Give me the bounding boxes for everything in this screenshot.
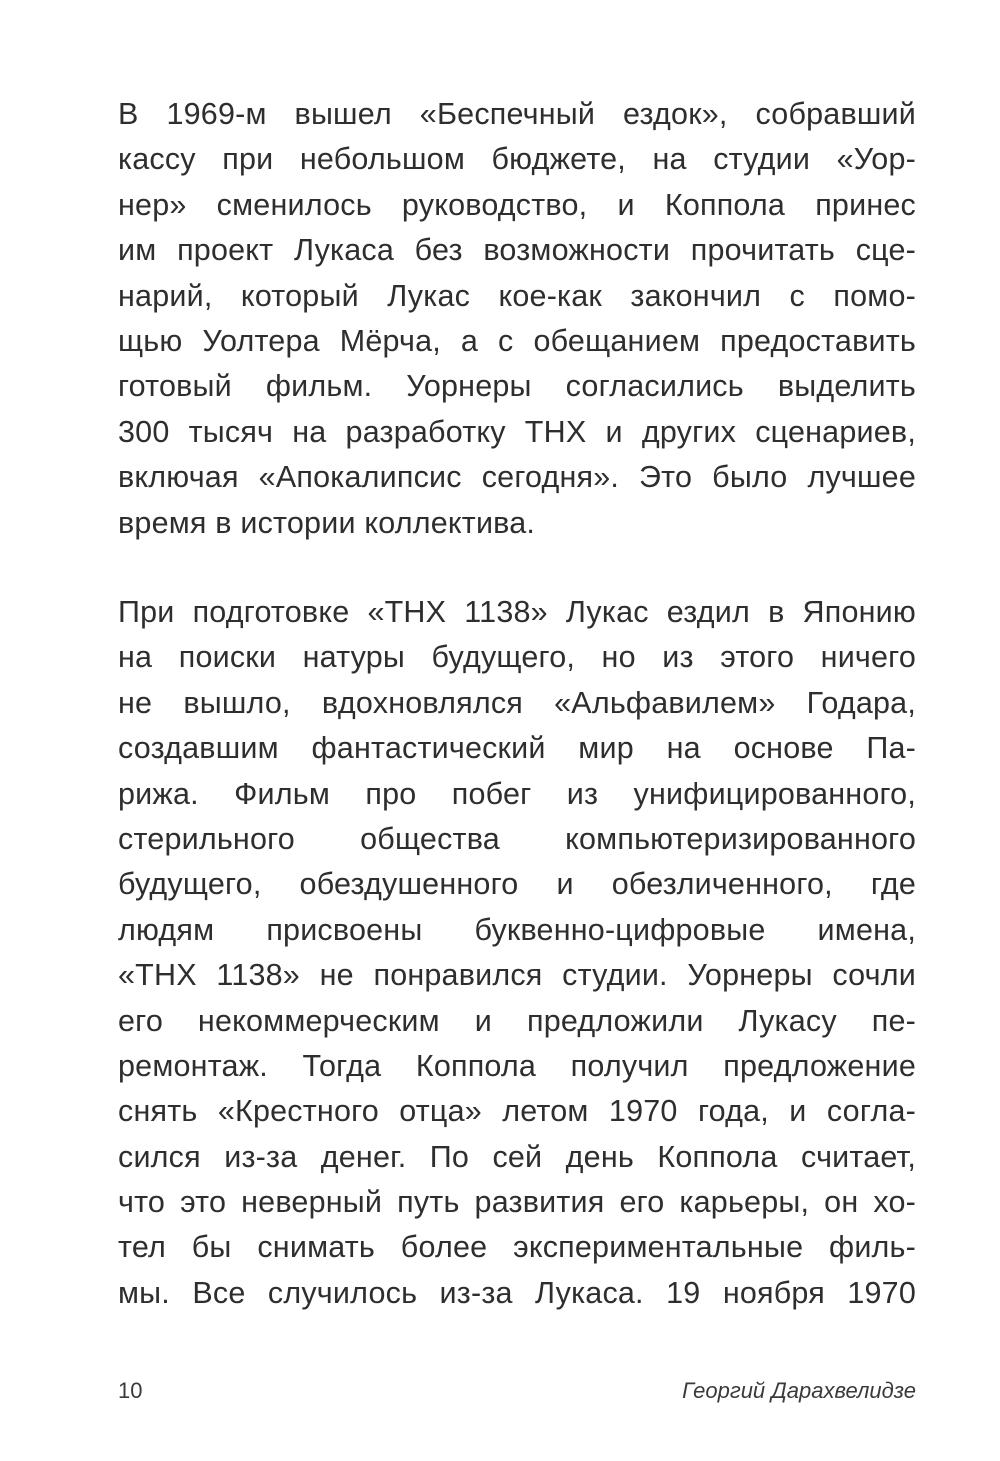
text-line: им проект Лукаса без возможности прочитать сце- xyxy=(118,233,916,268)
text-line: снять «Крестного отца» летом 1970 года, и согла- xyxy=(118,1094,916,1129)
text-line: ремонтаж. Тогда Коппола получил предложение xyxy=(118,1048,916,1083)
paragraph-1 xyxy=(118,92,916,546)
text-line: его некоммерческим и предложили Лукасу пе- xyxy=(118,1003,916,1038)
text-line: будущего, обездушенного и обезличенного, где xyxy=(118,867,916,902)
text-line: людям присвоены буквенно-цифровые имена, xyxy=(118,912,916,947)
page-number: 10 xyxy=(118,1378,143,1403)
text-line: включая «Апокалипсис сегодня». Это было лучшее xyxy=(118,460,916,495)
text-line: В 1969-м вышел «Беспечный ездок», собравший xyxy=(118,97,916,131)
text-line: При подготовке «ТНХ 1138» Лукас ездил в Японию xyxy=(118,595,916,629)
text-line: время в истории коллектива. xyxy=(118,505,536,540)
text-line: 300 тысяч на разработку ТНХ и других сценариев, xyxy=(118,414,916,449)
text-line: что это неверный путь развития его карьеры, он хо- xyxy=(118,1185,916,1220)
page-footer xyxy=(118,1378,916,1408)
text-line: готовый фильм. Уорнеры согласились выделить xyxy=(118,369,916,404)
text-line: щью Уолтера Мёрча, а с обещанием предоставить xyxy=(118,323,916,358)
author-name: Георгий Дарахвелидзе xyxy=(682,1378,916,1403)
text-line: создавшим фантастический мир на основе Па- xyxy=(118,731,916,766)
text-line: сился из-за денег. По сей день Коппола считает, xyxy=(118,1139,916,1174)
text-line: не вышло, вдохновлялся «Альфавилем» Годара, xyxy=(118,685,916,720)
text-line: тел бы снимать более экспериментальные филь- xyxy=(118,1230,916,1265)
text-line: рижа. Фильм про побег из унифицированного, xyxy=(118,776,916,811)
text-line: нарий, который Лукас кое-как закончил с помо- xyxy=(118,278,916,313)
text-line: нер» сменилось руководство, и Коппола принес xyxy=(118,187,916,222)
text-line: на поиски натуры будущего, но из этого ничего xyxy=(118,640,916,675)
paragraph-2 xyxy=(118,590,916,1316)
text-line: стерильного общества компьютеризированного xyxy=(118,821,916,856)
text-line: кассу при небольшом бюджете, на студии «Уор- xyxy=(118,142,916,177)
text-line: мы. Все случилось из-за Лукаса. 19 ноября 1970 xyxy=(118,1275,916,1310)
text-line: «ТНХ 1138» не понравился студии. Уорнеры сочли xyxy=(118,958,916,993)
